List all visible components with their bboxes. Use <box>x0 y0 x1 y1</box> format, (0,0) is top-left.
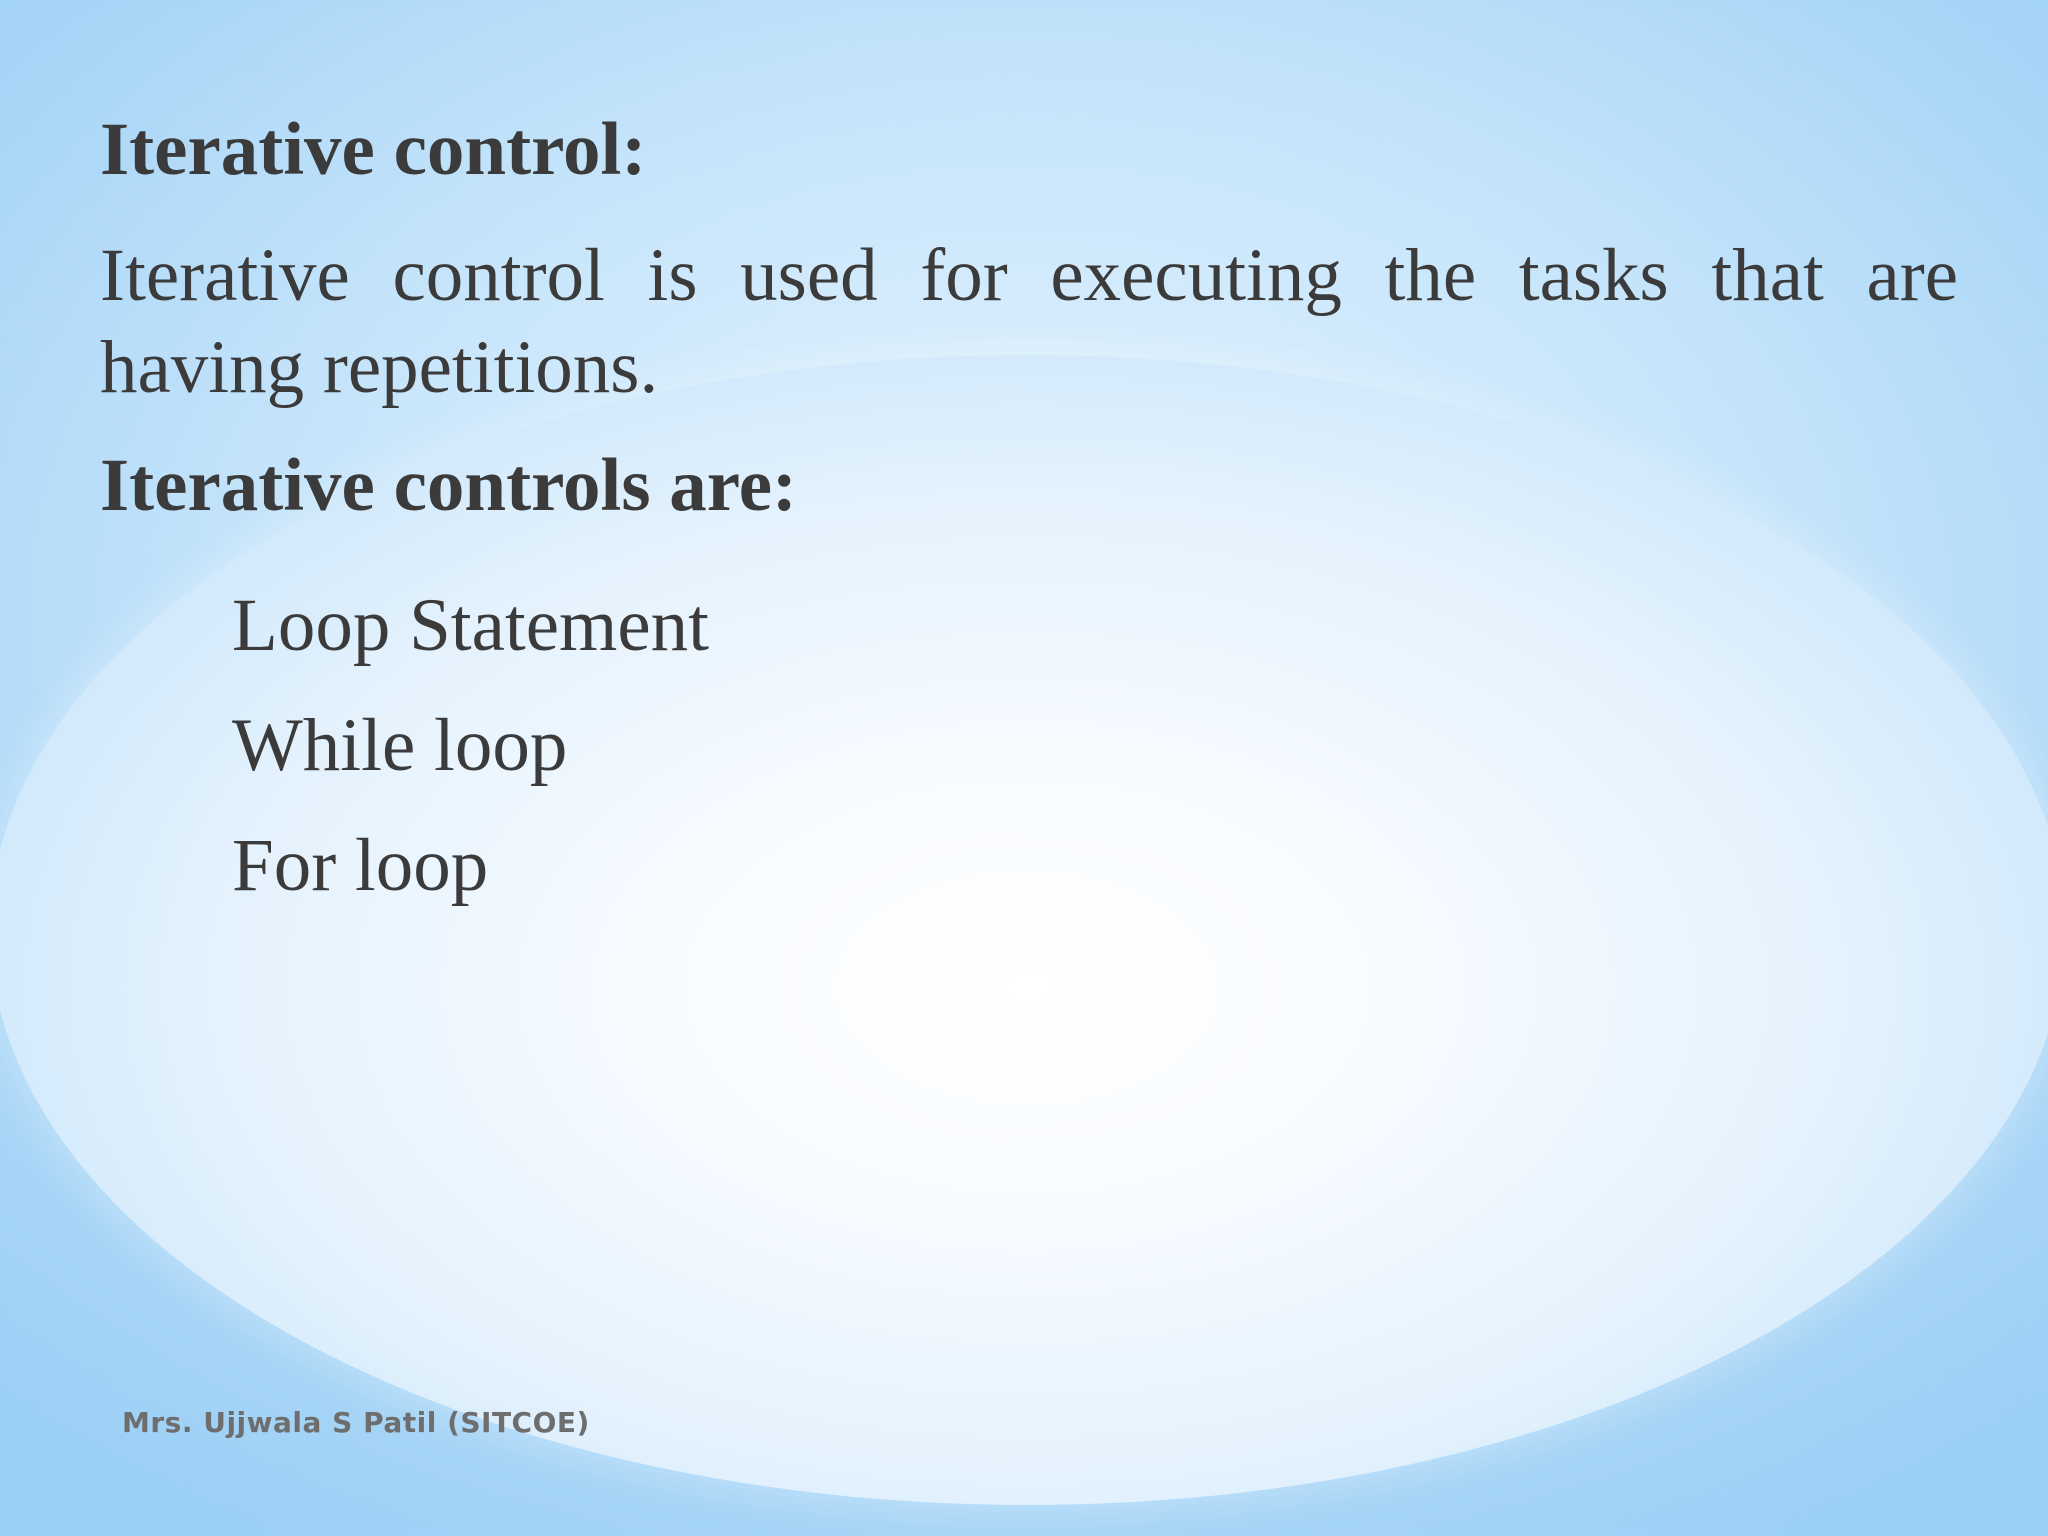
list-item: For loop <box>232 824 489 907</box>
slide-footer: Mrs. Ujjwala S Patil (SITCOE) <box>122 1406 590 1439</box>
list-item: While loop <box>232 704 568 787</box>
slide-paragraph: Iterative control is used for executing the tasks that are having repetitions. <box>100 234 1958 409</box>
slide-heading: Iterative control: <box>100 108 647 191</box>
iterative-controls-list <box>232 566 709 926</box>
slide-subheading: Iterative controls are: <box>100 444 797 527</box>
list-item: Loop Statement <box>232 584 709 667</box>
